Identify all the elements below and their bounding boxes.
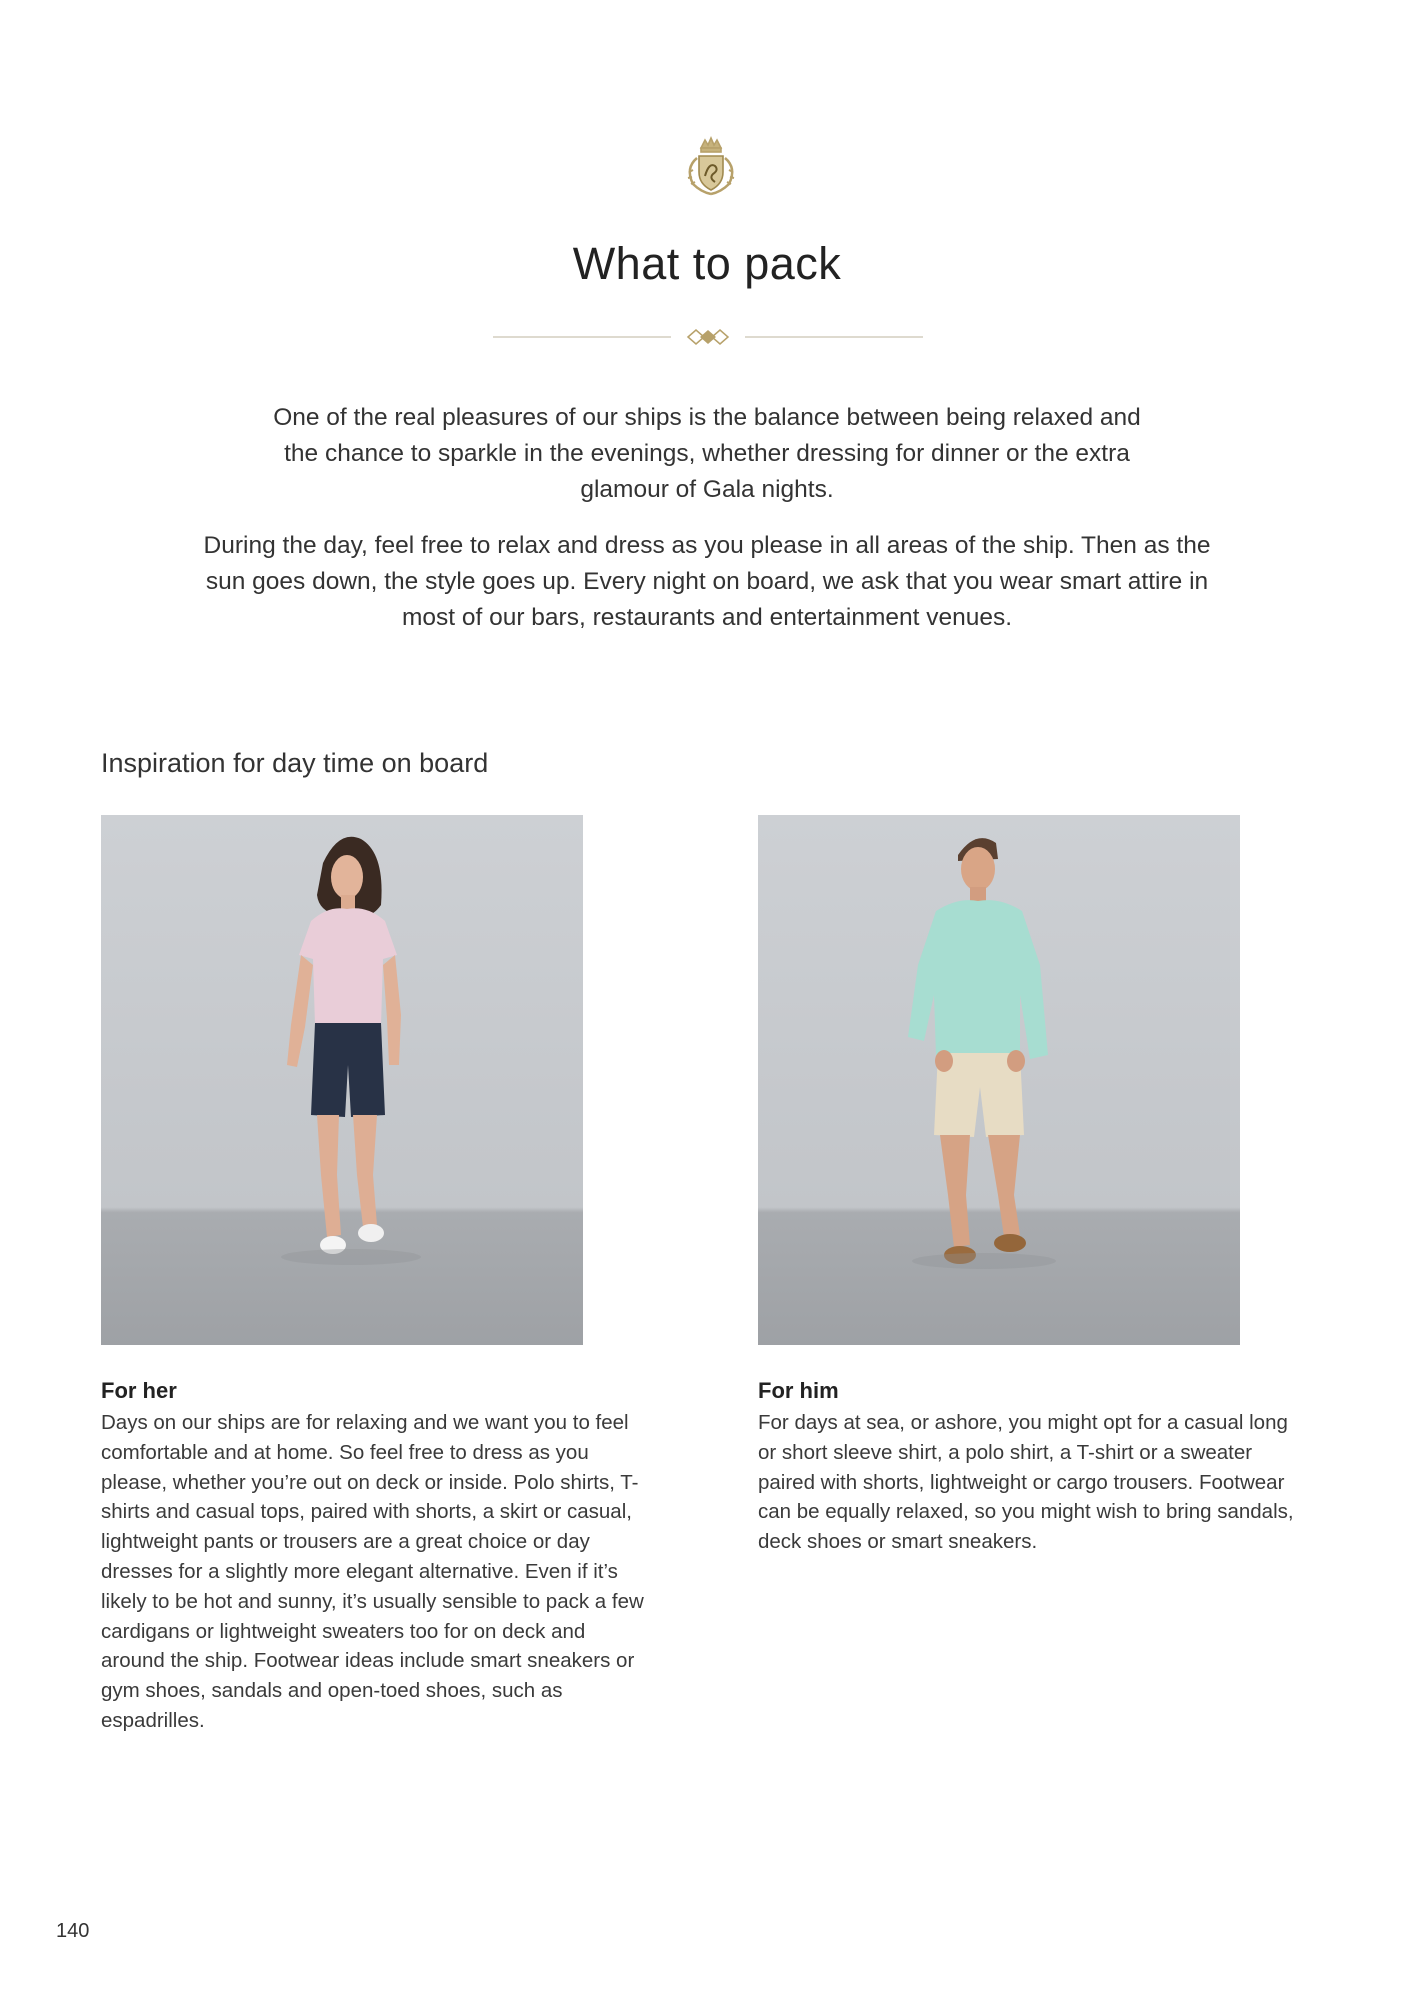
intro-paragraph-1: One of the real pleasures of our ships is the balance between being relaxed and the chance to sparkle in the evenings, whether dressing for dinner or the extra glamour of Gala nights. bbox=[273, 404, 1141, 503]
crest-logo-icon bbox=[675, 132, 747, 204]
for-him-section bbox=[758, 1378, 1298, 1557]
for-her-body: Days on our ships are for relaxing and we want you to feel comfortable and at home. So feel free to dress as you please, whether you’re out on deck or inside. Polo shirts, T-shirts and casual tops, paired with shorts, a skirt or casual, lightweight pants or trousers are a great choice or day dresses for a slightly more elegant alternative. Even if it’s likely to be hot and sunny, it’s usually sensible to pack a few cardigans or lightweight sweaters too for on deck and around the ship. Footwear ideas include smart sneakers or gym shoes, sandals and open-toed shoes, such as espadrilles. bbox=[101, 1411, 644, 1732]
page-number: 140 bbox=[56, 1920, 90, 1942]
photo-woman-casual bbox=[101, 815, 583, 1345]
for-him-heading: For him bbox=[758, 1378, 839, 1403]
intro-paragraph-2: During the day, feel free to relax and dress as you please in all areas of the ship. Then as the sun goes down, the style goes up. Every night on board, we ask that you wear smart attire in most of our bars, restaurants and entertainment venues. bbox=[203, 532, 1211, 631]
ornamental-divider-icon bbox=[493, 322, 923, 352]
for-her-heading: For her bbox=[101, 1378, 177, 1403]
section-heading: Inspiration for day time on board bbox=[101, 748, 489, 778]
for-him-body: For days at sea, or ashore, you might opt for a casual long or short sleeve shirt, a polo shirt, a T-shirt or a sweater paired with shorts, lightweight or cargo trousers. Footwear can be equally relaxed, so you might wish to bring sandals, deck shoes or smart sneakers. bbox=[758, 1411, 1294, 1554]
for-her-section bbox=[101, 1378, 644, 1736]
page-title: What to pack bbox=[572, 238, 842, 290]
photo-man-casual bbox=[758, 815, 1240, 1345]
